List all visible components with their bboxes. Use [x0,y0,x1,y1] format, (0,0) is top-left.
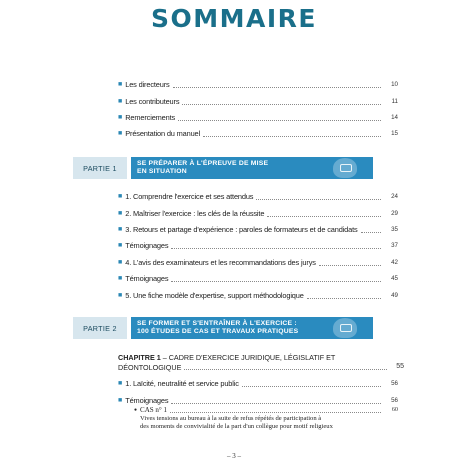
toc-entry-label: 4. L'avis des examinateurs et les recommandations des jurys [125,258,316,267]
cas-1-entry[interactable] [134,405,398,415]
bullet-icon: ■ [118,98,123,105]
toc-entry-p1-temoignages-1[interactable] [118,239,398,251]
toc-entry-label: Les contributeurs [125,97,180,106]
dot-leader [171,281,381,282]
toc-entry-label: 1. Laïcité, neutralité et service public [125,379,239,388]
cas-desc-line-2: des moments de convivialité de la part d'un collègue pour motif religieux [140,423,333,431]
bullet-icon: ■ [118,275,123,282]
cas-desc-line-1: Vives tensions au bureau à la suite de refus répétés de participation à [140,415,322,422]
part-2-label: PARTIE 2 [73,317,127,339]
toc-entry-label: 2. Maîtriser l'exercice : les clés de la réussite [125,209,265,218]
bullet-icon: ■ [118,226,123,233]
part-2-banner[interactable] [73,317,373,339]
toc-entry-label: Témoignages [125,274,169,283]
toc-entry-presentation[interactable] [118,127,398,139]
toc-entry-page: 56 [391,397,398,404]
bullet-icon: ● [134,408,138,413]
toc-entry-label: Les directeurs [125,80,170,89]
bullet-icon: ■ [118,292,123,299]
page-number: – 3 – [227,452,241,460]
dot-leader [319,265,381,266]
dot-leader [184,369,387,370]
toc-entry-p1-5[interactable] [118,289,398,301]
bullet-icon: ■ [118,242,123,249]
chapter-1-entry[interactable] [118,353,404,372]
toc-entry-page: 35 [391,226,398,233]
toc-entry-c1-1[interactable] [118,377,398,389]
dot-leader [361,232,381,233]
dot-leader [170,412,381,413]
toc-entry-page: 10 [391,81,398,88]
cas-label: CAS n° 1 [140,406,167,414]
bullet-icon: ■ [118,193,123,200]
chapter-1-line-1 [118,353,404,362]
bullet-icon: ■ [118,259,123,266]
toc-entry-contributeurs[interactable] [118,95,398,107]
toc-entry-label: 5. Une fiche modèle d'expertise, support méthodologique [125,291,304,300]
dot-leader [173,87,381,88]
dot-leader [307,298,381,299]
toc-entry-remerciements[interactable] [118,111,398,123]
chapter-number: CHAPITRE 1 [118,353,161,362]
toc-entry-label: Témoignages [125,396,169,405]
part-1-title-line-2: EN SITUATION [137,167,187,175]
toc-entry-p1-2[interactable] [118,207,398,219]
bullet-icon: ■ [118,130,123,137]
toc-entry-page: 29 [391,210,398,217]
toc-entry-page: 56 [391,380,398,387]
part-2-title-line-1: SE FORMER ET S'ENTRAÎNER À L'EXERCICE : [137,320,297,327]
toc-entry-directeurs[interactable] [118,78,398,90]
toc-entry-page: 49 [391,292,398,299]
part-2-title-line-2: 100 ÉTUDES DE CAS ET TRAVAUX PRATIQUES [137,327,299,335]
decorative-circle-icon [333,318,357,338]
toc-entry-label: Présentation du manuel [125,129,200,138]
dot-leader [171,248,381,249]
page-title: SOMMAIRE [151,4,317,33]
toc-entry-page: 11 [391,98,398,105]
chapter-page: 55 [396,363,404,370]
chapter-title-part-1: – CADRE D'EXERCICE JURIDIQUE, LÉGISLATIF ET [160,353,336,362]
part-1-banner[interactable] [73,157,373,179]
cas-page: 60 [391,406,398,413]
dot-leader [171,403,381,404]
toc-entry-p1-1[interactable] [118,190,398,202]
toc-entry-page: 15 [391,130,398,137]
bullet-icon: ■ [118,114,123,121]
toc-entry-label: 3. Retours et partage d'expérience : paroles de formateurs et de candidats [125,225,358,234]
part-1-title-line-1: SE PRÉPARER À L'ÉPREUVE DE MISE [137,160,269,167]
bullet-icon: ■ [118,380,123,387]
graduation-cap-icon [333,158,357,178]
part-1-title [131,157,373,179]
cas-1-description [140,415,400,432]
bullet-icon: ■ [118,210,123,217]
dot-leader [256,199,381,200]
dot-leader [203,136,381,137]
toc-entry-page: 37 [391,242,398,249]
dot-leader [182,104,381,105]
part-1-label: PARTIE 1 [73,157,127,179]
toc-entry-p1-3[interactable] [118,223,398,235]
toc-entry-p1-temoignages-2[interactable] [118,272,398,284]
toc-entry-page: 24 [391,193,398,200]
bullet-icon: ■ [118,397,123,404]
dot-leader [267,216,381,217]
chapter-1-line-2 [118,362,404,372]
chapter-title-part-2: DÉONTOLOGIQUE [118,363,182,372]
toc-entry-p1-4[interactable] [118,256,398,268]
toc-entry-label: Témoignages [125,241,169,250]
toc-entry-page: 45 [391,275,398,282]
part-2-title [131,317,373,339]
toc-entry-page: 42 [391,259,398,266]
toc-entry-label: Remerciements [125,113,176,122]
dot-leader [242,386,381,387]
dot-leader [178,120,381,121]
toc-entry-label: 1. Comprendre l'exercice et ses attendus [125,192,254,201]
toc-entry-page: 14 [391,114,398,121]
bullet-icon: ■ [118,81,123,88]
